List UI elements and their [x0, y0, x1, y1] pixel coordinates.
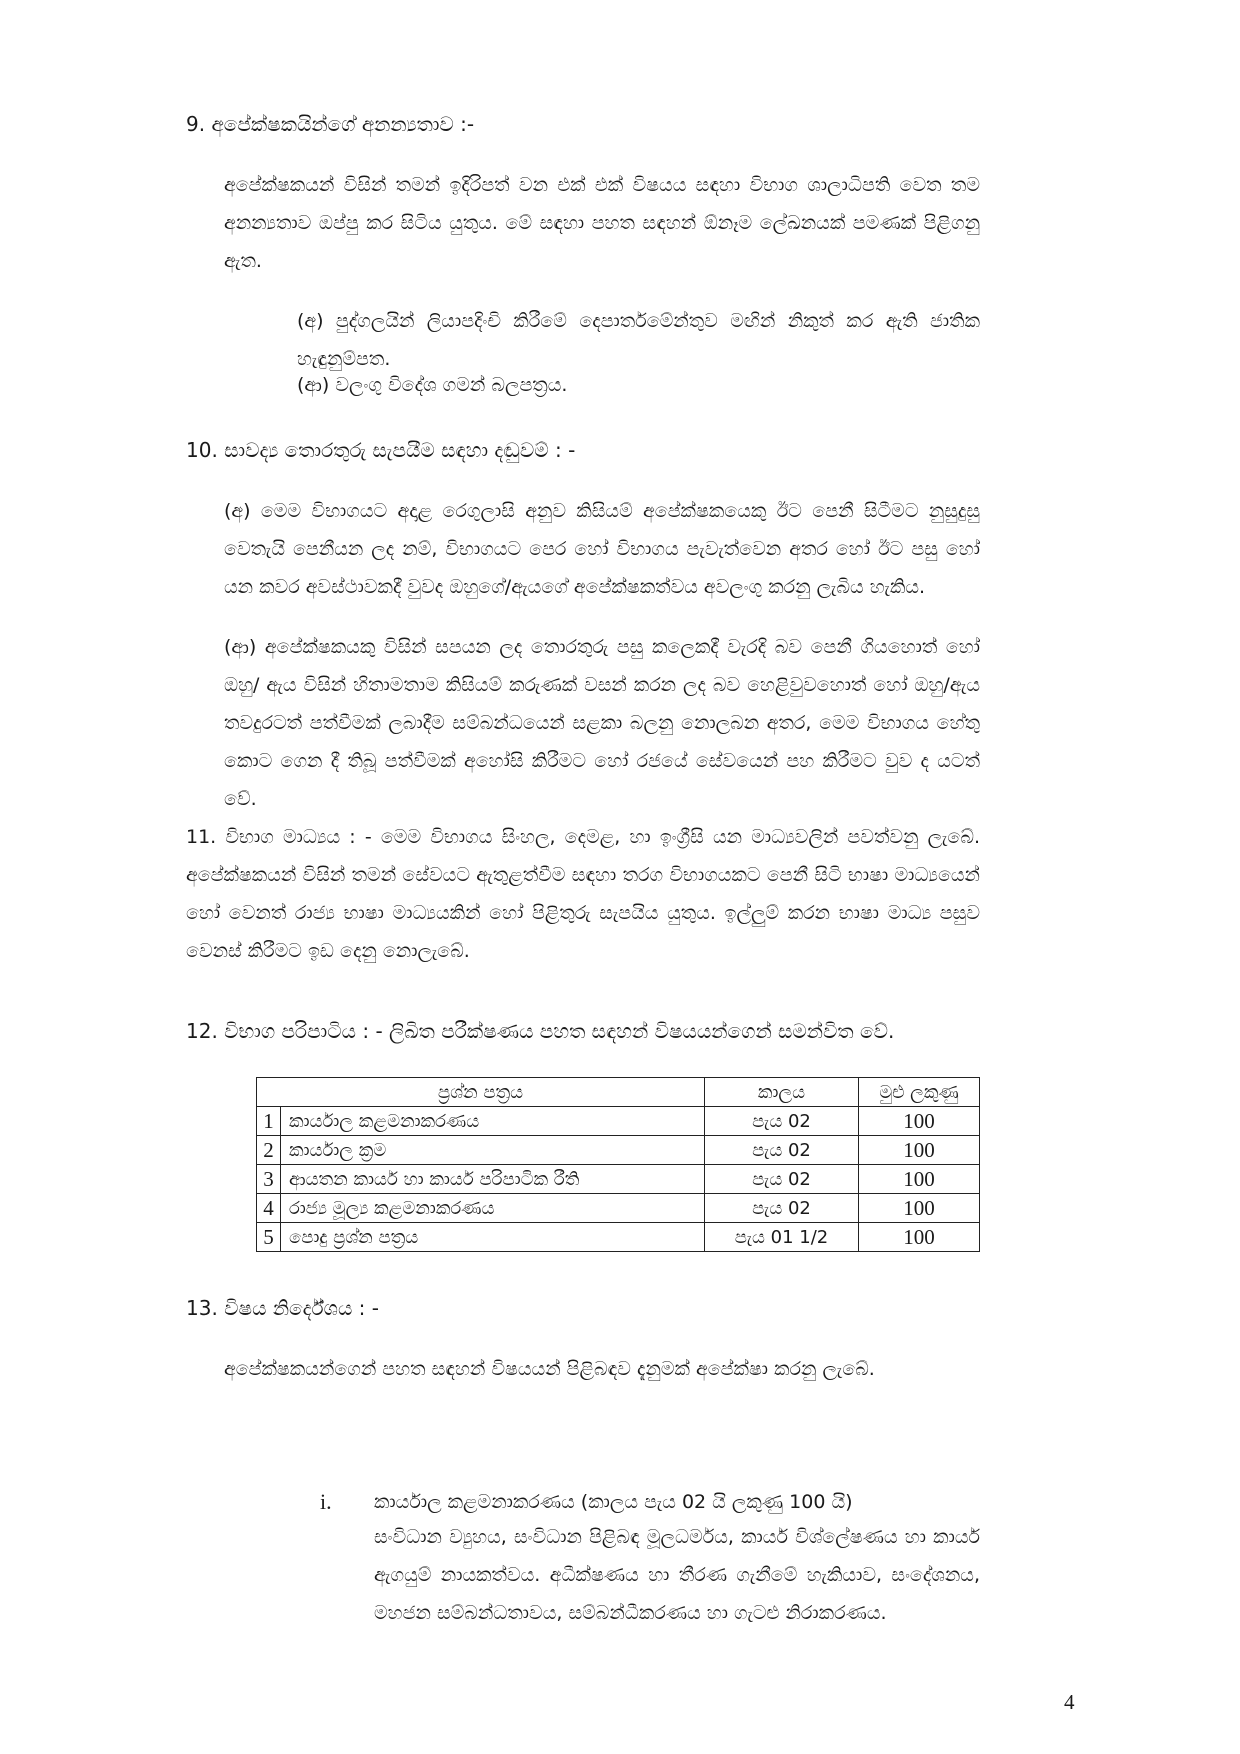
row-paper: කාර්යාල කළමනාකරණය — [281, 1107, 705, 1136]
row-number: 3 — [257, 1165, 281, 1194]
row-marks: 100 — [859, 1165, 980, 1194]
table-row — [257, 1165, 980, 1194]
section-9-item-aa: (ආ) වලංගු විදේශ ගමන් බලපත්‍රය. — [297, 374, 568, 396]
row-number: 5 — [257, 1223, 281, 1252]
row-marks: 100 — [859, 1107, 980, 1136]
table-row — [257, 1194, 980, 1223]
section-12-heading: 12. විභාග පරිපාටිය : - ලිඛිත පරීක්ෂණය පහත සඳහන් විෂයයන්ගෙන් සමන්විත වේ. — [186, 1019, 895, 1043]
row-number: 4 — [257, 1194, 281, 1223]
subject-i-title: කාර්යාල කළමනාකරණය (කාලය පැය 02 යි ලකුණු 100 යි) — [374, 1491, 853, 1513]
row-time: පැය 01 1/2 — [705, 1223, 859, 1252]
section-10-heading: 10. සාවද්‍ය තොරතුරු සැපයීම සඳහා දඬුවම් : - — [186, 438, 576, 462]
row-number: 1 — [257, 1107, 281, 1136]
page-number: 4 — [1064, 1690, 1075, 1714]
section-9-heading: 9. අපේක්ෂකයින්ගේ අනන්‍යතාව :- — [186, 112, 475, 136]
table-header-row — [257, 1078, 980, 1107]
subject-i-body: සංවිධාන ව්‍යුහය, සංවිධාන පිළිබඳ මූලධර්මය, කාර්ය විශ්ලේෂණය හා කාර්ය ඇගයුම් නායකත්වය. අධීක්ෂණය හා තීරණ ගැනීමේ හැකියාව, සංදේශනය, මහජන සම්බන්ධතාවය, සම්බන්ධීකරණය හා ගැටළු නිරාකරණය. — [374, 1526, 980, 1624]
row-paper: රාජ්‍ය මූල්‍ය කළමනාකරණය — [281, 1194, 705, 1223]
section-11-paragraph: 11. විභාග මාධ්‍යය : - මෙම විභාගය සිංහල, දෙමළ, හා ඉංග්‍රීසි යන මාධ්‍යවලින් පවත්වනු ලැබේ. අපේක්ෂකයන් විසින් තමන් සේවයට ඇතුළත්වීම සඳහා තරග විභාගයකට පෙනී සිටි භාෂා මාධ්‍යයෙන් හෝ වෙනත් රාජ්‍ය භාෂා මාධ්‍යයකින් හෝ පිළිතුරු සැපයිය යුතුය. ඉල්ලුම් කරන භාෂා මාධ්‍ය පසුව වෙනස් කිරීමට ඉඩ දෙනු නොලැබේ. — [186, 826, 980, 962]
row-time: පැය 02 — [705, 1136, 859, 1165]
row-paper: පොදු ප්‍රශ්න පත්‍රය — [281, 1223, 705, 1252]
header-time: කාලය — [705, 1078, 859, 1107]
table-row — [257, 1223, 980, 1252]
header-marks: මුළු ලකුණු — [859, 1078, 980, 1107]
row-time: පැය 02 — [705, 1107, 859, 1136]
table-row — [257, 1107, 980, 1136]
row-time: පැය 02 — [705, 1165, 859, 1194]
table-row — [257, 1136, 980, 1165]
section-9-paragraph: අපේක්ෂකයන් විසින් තමන් ඉදිරිපත් වන එක් එක් විෂයය සඳහා විභාග ශාලාධිපති වෙත තම අනන්‍යතාව ඔප්පු කර සිටිය යුතුය. මේ සඳහා පහත සඳහන් ඕනෑම ලේඛනයක් පමණක් පිළිගනු ඇත. — [224, 174, 980, 272]
section-13-heading: 13. විෂය නිර්දේශය : - — [186, 1296, 379, 1320]
row-paper: කාර්යාල ක්‍රම — [281, 1136, 705, 1165]
row-number: 2 — [257, 1136, 281, 1165]
row-time: පැය 02 — [705, 1194, 859, 1223]
row-paper: ආයතන කාර්ය හා කාර්ය පරිපාටික රීති — [281, 1165, 705, 1194]
exam-papers-table — [256, 1077, 980, 1252]
header-paper: ප්‍රශ්න පත්‍රය — [257, 1078, 705, 1107]
row-marks: 100 — [859, 1223, 980, 1252]
section-10-para-aa: (ආ) අපේක්ෂකයකු විසින් සපයන ලද තොරතුරු පසු කලෙකදී වැරදි බව පෙනී ගියහොත් හෝ ඔහු/ ඇය විසින් හිතාමතාම කිසියම් කරුණක් වසන් කරන ලද බව හෙළිවුවහොත් හෝ ඔහු/ඇය තවදුරටත් පත්වීමක් ලබාදීම සම්බන්ධයෙන් සළකා බලනු නොලබන අතර, මෙම විභාගය හේතු කොට ගෙන දී තිබූ පත්වීමක් අහෝසි කිරීමට හෝ රජයේ සේවයෙන් පහ කිරීමට වුව ද යටත් වේ. — [224, 636, 980, 810]
row-marks: 100 — [859, 1194, 980, 1223]
section-9-item-a: (අ) පුද්ගලයින් ලියාපදිංචි කිරීමේ දෙපාර්තමේන්තුව මඟින් නිකුත් කර ඇති ජාතික හැඳුනුම්පත. — [297, 310, 980, 370]
section-13-paragraph: අපේක්ෂකයන්ගෙන් පහත සඳහන් විෂයයන් පිළිබඳව දැනුමක් අපේක්ෂා කරනු ලැබේ. — [224, 1358, 875, 1380]
row-marks: 100 — [859, 1136, 980, 1165]
section-10-para-a: (අ) මෙම විභාගයට අදාළ රෙගුලාසි අනුව කිසියම් අපේක්ෂකයෙකු ඊට පෙනී සිටීමට නුසුදුසු වෙතැයි පෙනීයන ලද නම්, විභාගයට පෙර හෝ විභාගය පැවැත්වෙන අතර හෝ ඊට පසු හෝ යන කවර අවස්ථාවකදී වුවද ඔහුගේ/ඇයගේ අපේක්ෂකත්වය අවලංගු කරනු ලැබිය හැකිය. — [224, 500, 980, 598]
list-marker-i: i. — [320, 1489, 332, 1514]
